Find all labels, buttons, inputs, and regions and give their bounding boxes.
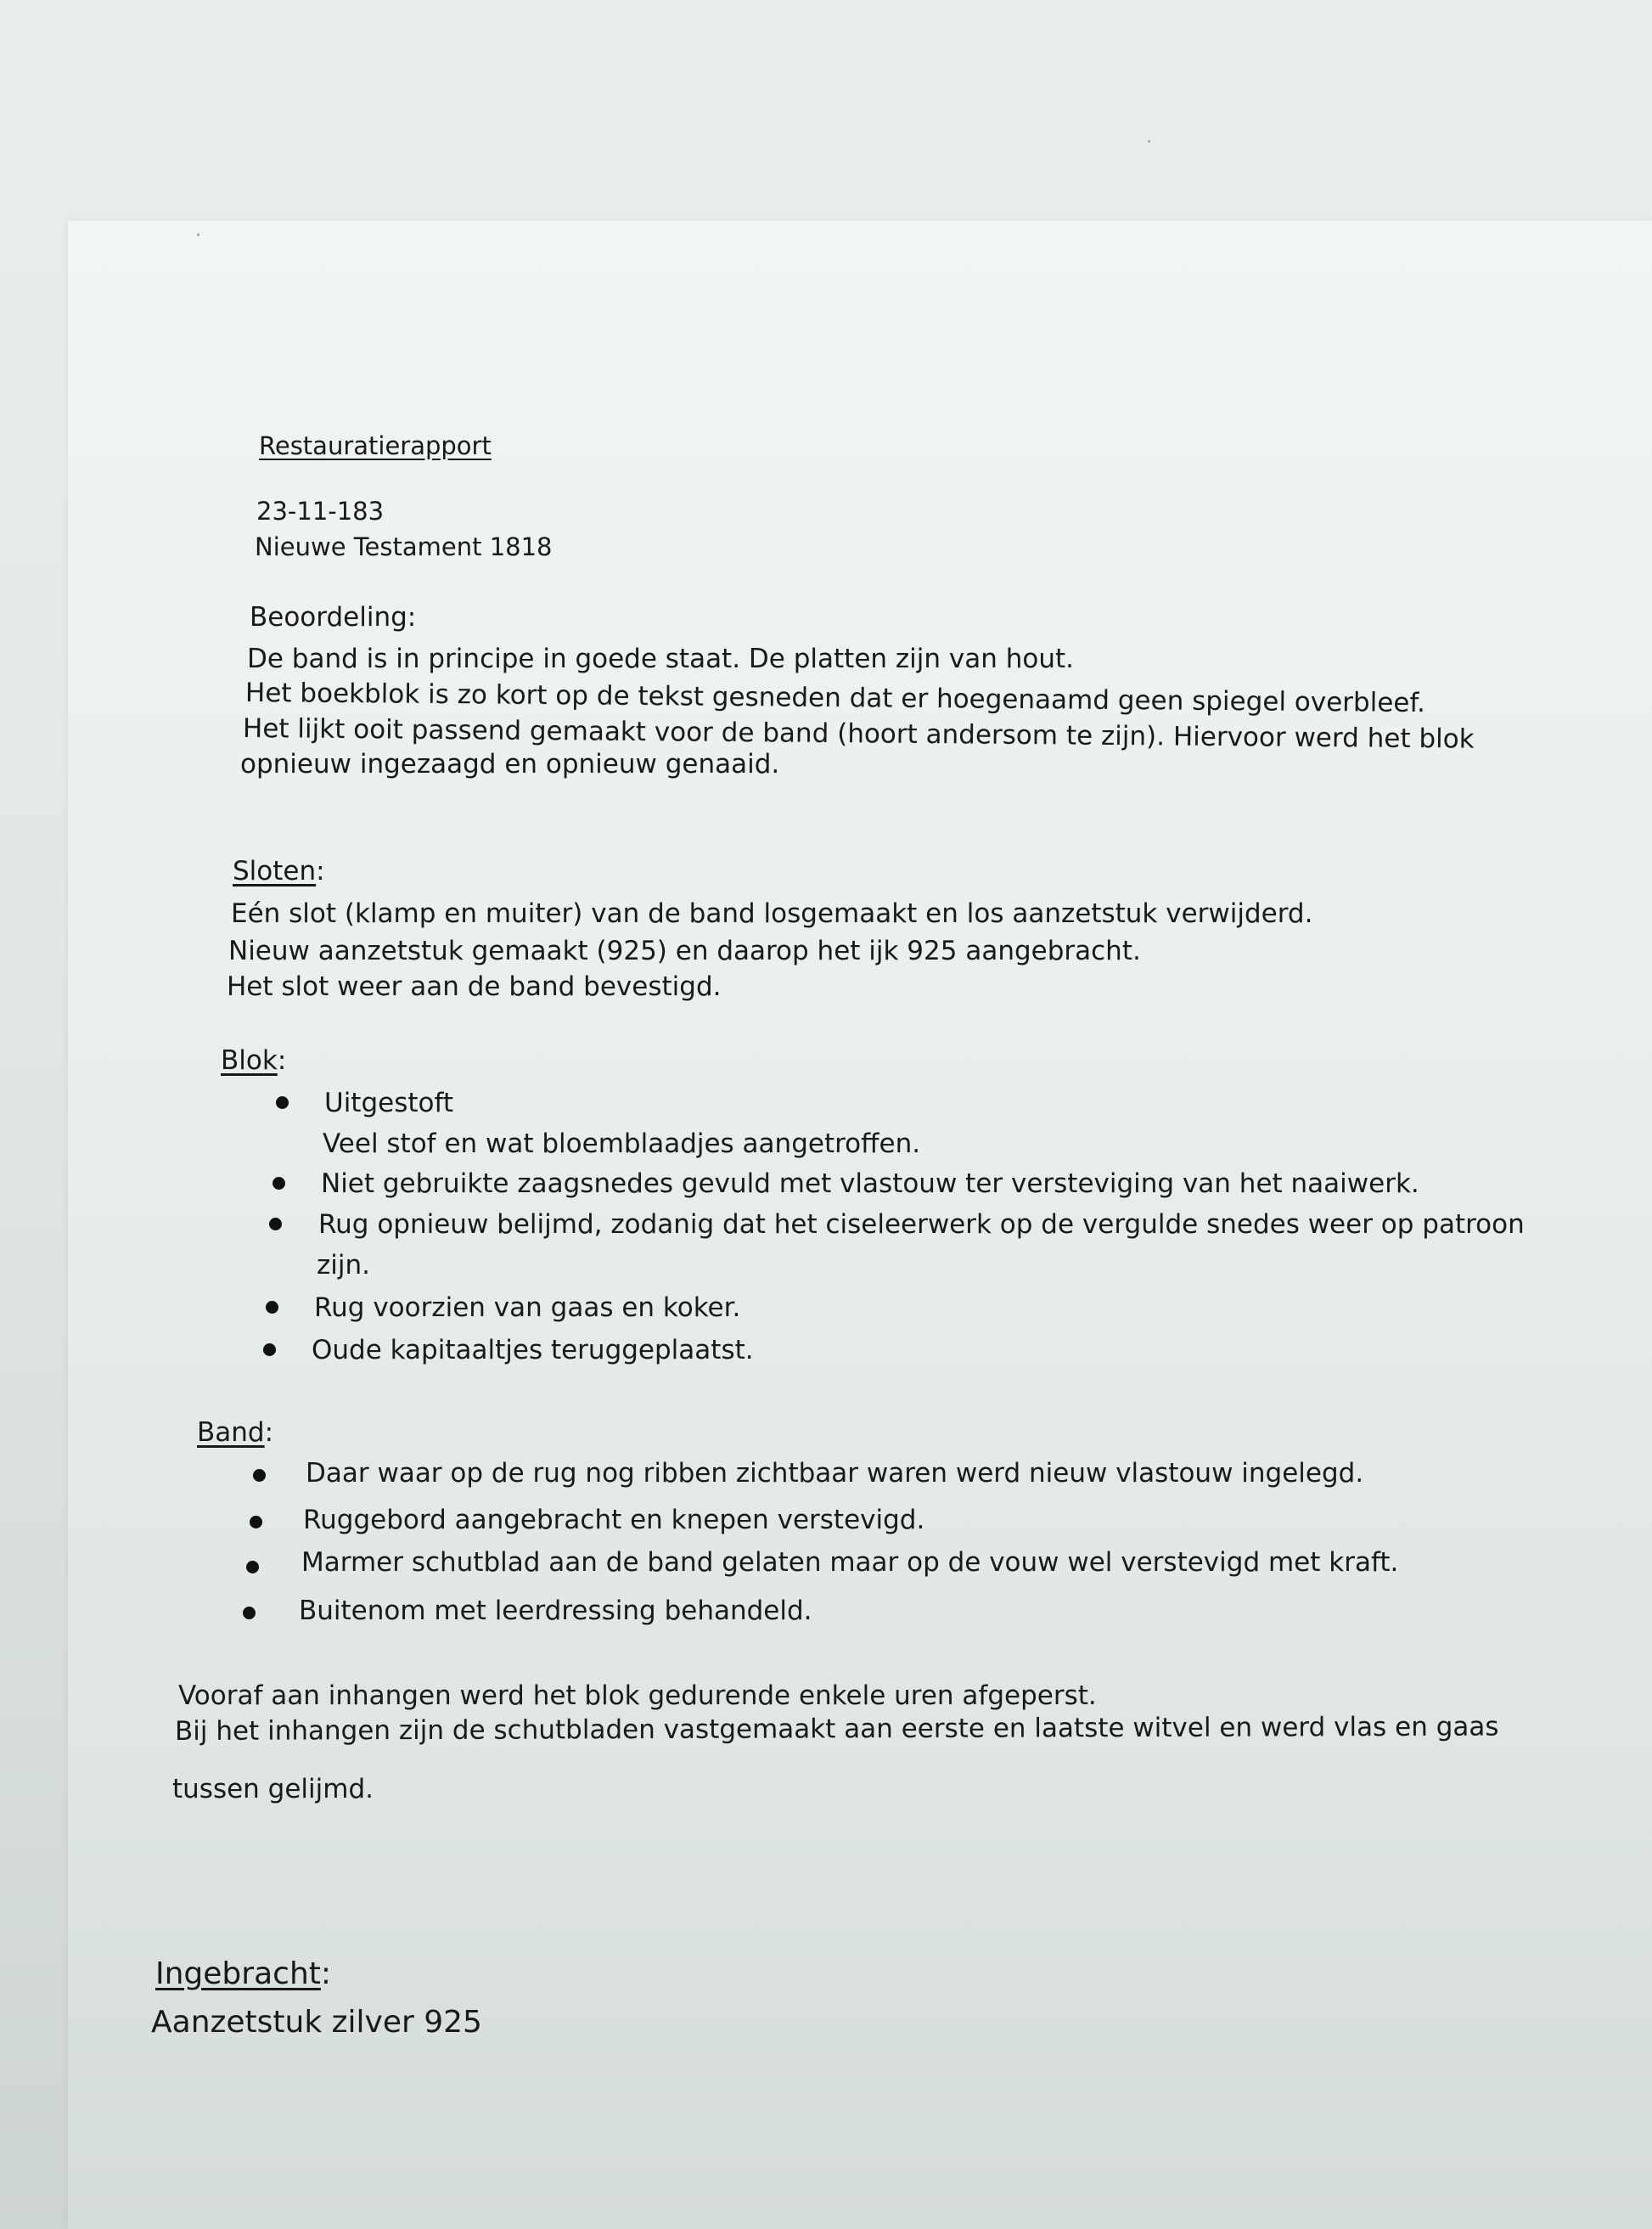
ingebracht-heading xyxy=(155,1957,331,1991)
ingebracht-heading-colon: : xyxy=(320,1956,332,1991)
blok-item: Uitgestoft xyxy=(324,1088,454,1118)
sloten-heading xyxy=(233,854,325,888)
bullet-icon xyxy=(269,1218,282,1230)
sloten-line: Het slot weer aan de band bevestigd. xyxy=(227,971,722,1002)
document-title: Restauratierapport xyxy=(259,431,492,460)
sloten-heading-text: Sloten xyxy=(233,856,317,887)
band-heading xyxy=(197,1416,273,1449)
beoordeling-line: De band is in principe in goede staat. De platten zijn van hout. xyxy=(247,644,1075,674)
bullet-icon xyxy=(273,1177,285,1190)
bullet-icon xyxy=(250,1516,262,1528)
blok-item: Niet gebruikte zaagsnedes gevuld met vlastouw ter versteviging van het naaiwerk. xyxy=(321,1168,1419,1199)
bullet-icon xyxy=(266,1301,278,1314)
document-date: 23-11-183 xyxy=(256,497,385,526)
ingebracht-heading-text: Ingebracht xyxy=(155,1956,321,1991)
sloten-heading-colon: : xyxy=(316,856,325,887)
band-item: Ruggebord aangebracht en knepen verstevigd. xyxy=(303,1505,925,1535)
blok-heading-text: Blok xyxy=(221,1045,278,1076)
document-subject: Nieuwe Testament 1818 xyxy=(255,532,553,561)
blok-heading-colon: : xyxy=(277,1045,287,1076)
band-heading-colon: : xyxy=(264,1417,274,1448)
blok-item-continuation: Veel stof en wat bloemblaadjes aangetroffen. xyxy=(323,1129,921,1159)
paper-speck xyxy=(197,234,199,236)
bullet-icon xyxy=(246,1561,259,1573)
beoordeling-line: Het boekblok is zo kort op de tekst gesneden dat er hoegenaamd geen spiegel overbleef. xyxy=(244,678,1426,719)
blok-item: Oude kapitaaltjes teruggeplaatst. xyxy=(312,1335,754,1365)
band-item: Marmer schutblad aan de band gelaten maar op de vouw wel verstevigd met kraft. xyxy=(301,1547,1399,1578)
beoordeling-heading: Beoordeling: xyxy=(250,602,417,633)
beoordeling-line: Het lijkt ooit passend gemaakt voor de band (hoort andersom te zijn). Hiervoor werd het blok xyxy=(242,713,1475,755)
beoordeling-line: opnieuw ingezaagd en opnieuw genaaid. xyxy=(240,749,780,780)
band-heading-text: Band xyxy=(197,1417,265,1448)
sloten-line: Eén slot (klamp en muiter) van de band losgemaakt en los aanzetstuk verwijderd. xyxy=(231,898,1313,929)
ingebracht-value: Aanzetstuk zilver 925 xyxy=(151,2005,482,2040)
bullet-icon xyxy=(263,1343,276,1356)
closing-line: Vooraf aan inhangen werd het blok gedurende enkele uren afgeperst. xyxy=(178,1680,1097,1711)
blok-item: Rug voorzien van gaas en koker. xyxy=(314,1292,741,1323)
sloten-line: Nieuw aanzetstuk gemaakt (925) en daarop het ijk 925 aangebracht. xyxy=(228,936,1141,966)
closing-line: tussen gelijmd. xyxy=(172,1774,374,1804)
band-item: Daar waar op de rug nog ribben zichtbaar waren werd nieuw vlastouw ingelegd. xyxy=(306,1458,1364,1489)
paper-speck xyxy=(1148,140,1150,143)
bullet-icon xyxy=(243,1607,256,1619)
band-item: Buitenom met leerdressing behandeld. xyxy=(299,1596,812,1626)
blok-item: Rug opnieuw belijmd, zodanig dat het ciseleerwerk op de vergulde snedes weer op patroon xyxy=(318,1209,1525,1240)
blok-item-continuation: zijn. xyxy=(317,1250,370,1281)
bullet-icon xyxy=(253,1469,266,1482)
bullet-icon xyxy=(276,1096,289,1109)
closing-line: Bij het inhangen zijn de schutbladen vastgemaakt aan eerste en laatste witvel en werd vlas en gaas xyxy=(174,1711,1499,1747)
blok-heading xyxy=(221,1044,286,1078)
